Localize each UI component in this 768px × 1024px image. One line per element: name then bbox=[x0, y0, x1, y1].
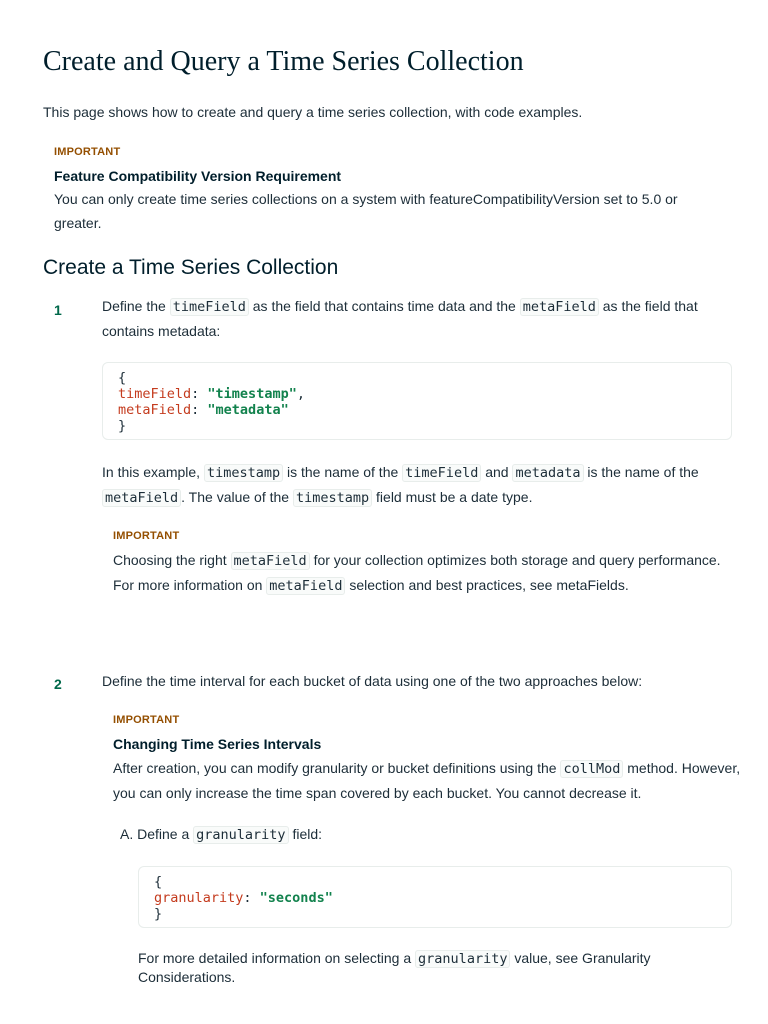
step-text: Define the time interval for each bucket of data using one of the two approaches below: bbox=[102, 673, 643, 689]
code-block: { timeField: "timestamp", metaField: "metadata" } bbox=[102, 362, 732, 440]
inline-code: timeField bbox=[170, 298, 249, 316]
note-body: Choosing the right metaField for your collection optimizes both storage and query performance. For more information on metaField selection and best practices, see metaFields. bbox=[113, 552, 721, 594]
note-body: You can only create time series collections on a system with featureCompatibilityVersion set to 5.0 or greater. bbox=[54, 191, 678, 231]
page-intro: This page shows how to create and query a time series collection, with code examples. bbox=[43, 104, 583, 120]
step-number: 2 bbox=[54, 676, 62, 692]
step-text: Define the timeField as the field that contains time data and the metaField as the field that contains metadata: bbox=[102, 298, 698, 339]
important-label: IMPORTANT bbox=[113, 530, 180, 542]
important-label: IMPORTANT bbox=[113, 714, 180, 726]
note-title: Feature Compatibility Version Requirement bbox=[54, 168, 342, 184]
step-explanation: In this example, timestamp is the name of the timeField and metadata is the name of the metaField . The value of the timestamp field must be a date type. bbox=[102, 464, 699, 506]
page-title: Create and Query a Time Series Collection bbox=[43, 46, 524, 77]
code-block: { granularity: "seconds" } bbox=[138, 866, 732, 928]
step-number: 1 bbox=[54, 302, 62, 318]
inline-code: metaField bbox=[520, 298, 599, 316]
note-body: After creation, you can modify granularity or bucket definitions using the collMod method. However, you can only increase the time span covered by each bucket. You cannot decrease it. bbox=[113, 760, 741, 801]
granularity-info: For more detailed information on selecting a granularity value, see Granularity Considerations. bbox=[138, 950, 651, 985]
important-label: IMPORTANT bbox=[54, 146, 121, 158]
section-heading: Create a Time Series Collection bbox=[43, 256, 339, 279]
note-title: Changing Time Series Intervals bbox=[113, 736, 322, 752]
substep-a: A. Define a granularity field: bbox=[120, 826, 323, 843]
